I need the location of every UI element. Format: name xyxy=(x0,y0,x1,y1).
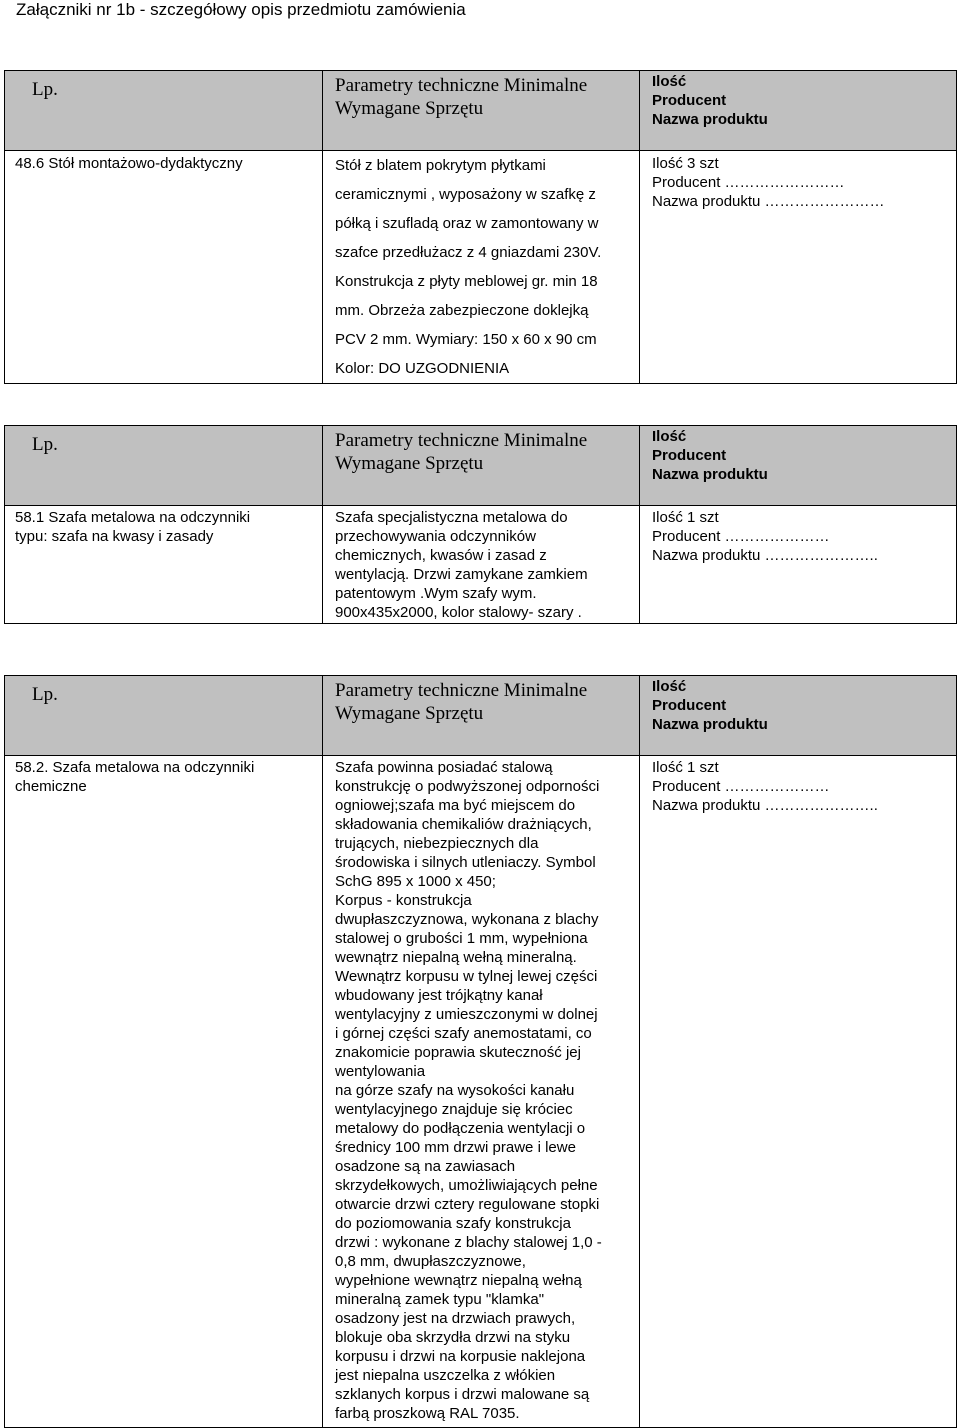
table-row xyxy=(5,506,957,624)
header-right-cell xyxy=(640,676,957,756)
item-params-line: otwarcie drzwi cztery regulowane stopki xyxy=(335,1196,600,1213)
item-product-name: Nazwa produktu …………………… xyxy=(652,193,885,210)
item-params-line: mm. Obrzeża zabezpieczone doklejką xyxy=(335,302,589,319)
item-name-cell xyxy=(5,506,323,624)
item-params-line: patentowym .Wym szafy wym. xyxy=(335,585,537,602)
header-lp: Lp. xyxy=(32,684,58,705)
table-header-row xyxy=(5,426,957,506)
item-name-line: 58.1 Szafa metalowa na odczynniki xyxy=(15,509,251,526)
item-params-cell xyxy=(323,756,640,1428)
item-params-line: wentylacją. Drzwi zamykane zamkiem xyxy=(335,566,588,583)
header-qty: Ilość xyxy=(652,678,687,695)
item-params-line: średnicy 100 mm drzwi prawe i lewe xyxy=(335,1139,576,1156)
item-params-line: dwupłaszczyznowa, wykonana z blachy xyxy=(335,911,599,928)
item-params-line: półką i szufladą oraz w zamontowany w xyxy=(335,215,599,232)
item-params-line: Konstrukcja z płyty meblowej gr. min 18 xyxy=(335,273,598,290)
item-params-line: osadzony jest na drzwiach prawych, xyxy=(335,1310,576,1327)
item-params-line: Wewnątrz korpusu w tylnej lewej części xyxy=(335,968,598,985)
item-params-line: trujących, niebezpiecznych dla xyxy=(335,835,539,852)
header-product-name: Nazwa produktu xyxy=(652,111,768,128)
item-qty-cell xyxy=(640,506,957,624)
item-params-line: korpusu i drzwi na korpusie naklejona xyxy=(335,1348,586,1365)
item-name-line: typu: szafa na kwasy i zasady xyxy=(15,528,214,545)
item-params-line: Korpus - konstrukcja xyxy=(335,892,472,909)
item-product-name: Nazwa produktu ………………….. xyxy=(652,797,878,814)
item-params-line: jest niepalna uszczelka z włókien xyxy=(335,1367,556,1384)
header-params-line2: Wymagane Sprzętu xyxy=(335,453,484,474)
spec-table-1 xyxy=(4,70,957,384)
item-params-line: 0,8 mm, dwupłaszczyznowe, xyxy=(335,1253,526,1270)
item-params-line: mineralną zamek typu "klamka" xyxy=(335,1291,545,1308)
header-lp: Lp. xyxy=(32,434,58,455)
item-params-line: wewnątrz niepalną wełną mineralną. xyxy=(335,949,577,966)
item-params-line: SchG 895 x 1000 x 450; xyxy=(335,873,496,890)
item-params-line: skrzydełkowych, umożliwiających pełne xyxy=(335,1177,598,1194)
header-right-cell xyxy=(640,71,957,151)
header-params-cell xyxy=(323,426,640,506)
header-params-line1: Parametry techniczne Minimalne xyxy=(335,75,588,96)
item-name-cell xyxy=(5,151,323,384)
item-producer: Producent ………………… xyxy=(652,778,830,795)
header-producer: Producent xyxy=(652,697,727,714)
item-params-line: Stół z blatem pokrytym płytkami xyxy=(335,157,546,174)
item-params-line: Szafa specjalistyczna metalowa do xyxy=(335,509,568,526)
header-product-name: Nazwa produktu xyxy=(652,716,768,733)
item-producer: Producent ………………… xyxy=(652,528,830,545)
item-qty: Ilość 1 szt xyxy=(652,509,719,526)
item-name-line: chemiczne xyxy=(15,778,87,795)
item-name-line: 58.2. Szafa metalowa na odczynniki xyxy=(15,759,255,776)
item-params-line: wentylacyjny z umieszczonymi w dolnej xyxy=(335,1006,598,1023)
item-params-line: składowania chemikaliów drażniących, xyxy=(335,816,592,833)
item-name-cell xyxy=(5,756,323,1428)
item-params-line: do poziomowania szafy konstrukcja xyxy=(335,1215,571,1232)
item-qty-cell xyxy=(640,756,957,1428)
document-title: Załączniki nr 1b - szczegółowy opis przedmiotu zamówienia xyxy=(16,0,466,19)
item-params-line: szklanych korpus i drzwi malowane są xyxy=(335,1386,590,1403)
header-params-line1: Parametry techniczne Minimalne xyxy=(335,430,588,451)
table-row xyxy=(5,151,957,384)
item-params-line: ogniowej;szafa ma być miejscem do xyxy=(335,797,576,814)
item-params-line: wentylowania xyxy=(335,1063,426,1080)
header-params-cell xyxy=(323,676,640,756)
header-lp-cell xyxy=(5,426,323,506)
header-producer: Producent xyxy=(652,447,727,464)
item-params-line: Szafa powinna posiadać stalową xyxy=(335,759,553,776)
header-producer: Producent xyxy=(652,92,727,109)
item-params-line: środowiska i silnych utleniaczy. Symbol xyxy=(335,854,596,871)
item-params-line: farbą proszkową RAL 7035. xyxy=(335,1405,520,1422)
header-params-line2: Wymagane Sprzętu xyxy=(335,703,484,724)
item-params-line: blokuje oba skrzydła drzwi na styku xyxy=(335,1329,571,1346)
item-qty-cell xyxy=(640,151,957,384)
header-right-cell xyxy=(640,426,957,506)
item-params-line: wypełnione wewnątrz niepalną wełną xyxy=(335,1272,582,1289)
item-params-line: Kolor: DO UZGODNIENIA xyxy=(335,360,510,377)
header-product-name: Nazwa produktu xyxy=(652,466,768,483)
item-product-name: Nazwa produktu ………………….. xyxy=(652,547,878,564)
spec-table-3 xyxy=(4,675,957,1428)
item-qty: Ilość 1 szt xyxy=(652,759,719,776)
item-params-line: i górnej części szafy anemostatami, co xyxy=(335,1025,592,1042)
header-lp: Lp. xyxy=(32,79,58,100)
header-qty: Ilość xyxy=(652,73,687,90)
item-params-line: drzwi : wykonane z blachy stalowej 1,0 - xyxy=(335,1234,602,1251)
item-qty: Ilość 3 szt xyxy=(652,155,719,172)
item-producer: Producent …………………… xyxy=(652,174,845,191)
item-params-cell xyxy=(323,151,640,384)
item-params-line: konstrukcję o podwyższonej odporności xyxy=(335,778,600,795)
item-params-line: ceramicznymi , wyposażony w szafkę z xyxy=(335,186,596,203)
table-header-row xyxy=(5,676,957,756)
header-lp-cell xyxy=(5,676,323,756)
item-params-line: osadzone są na zawiasach xyxy=(335,1158,516,1175)
item-params-line: przechowywania odczynników xyxy=(335,528,536,545)
item-params-line: 900x435x2000, kolor stalowy- szary . xyxy=(335,604,582,621)
item-params-line: znakomicie poprawia skuteczność jej xyxy=(335,1044,581,1061)
header-params-cell xyxy=(323,71,640,151)
item-params-line: szafce przedłużacz z 4 gniazdami 230V. xyxy=(335,244,602,261)
item-params-line: metalowy do podłączenia wentylacji o xyxy=(335,1120,586,1137)
table-header-row xyxy=(5,71,957,151)
item-params-line: wbudowany jest trójkątny kanał xyxy=(335,987,543,1004)
spec-table-2 xyxy=(4,425,957,624)
item-params-line: PCV 2 mm. Wymiary: 150 x 60 x 90 cm xyxy=(335,331,597,348)
header-params-line2: Wymagane Sprzętu xyxy=(335,98,484,119)
item-params-line: chemicznych, kwasów i zasad z xyxy=(335,547,547,564)
table-row xyxy=(5,756,957,1428)
item-params-line: wentylacyjnego znajduje się króciec xyxy=(335,1101,573,1118)
item-params-line: stalowej o grubości 1 mm, wypełniona xyxy=(335,930,588,947)
item-name-line: 48.6 Stół montażowo-dydaktyczny xyxy=(15,155,243,172)
item-params-cell xyxy=(323,506,640,624)
header-qty: Ilość xyxy=(652,428,687,445)
header-lp-cell xyxy=(5,71,323,151)
item-params-line: na górze szafy na wysokości kanału xyxy=(335,1082,575,1099)
header-params-line1: Parametry techniczne Minimalne xyxy=(335,680,588,701)
